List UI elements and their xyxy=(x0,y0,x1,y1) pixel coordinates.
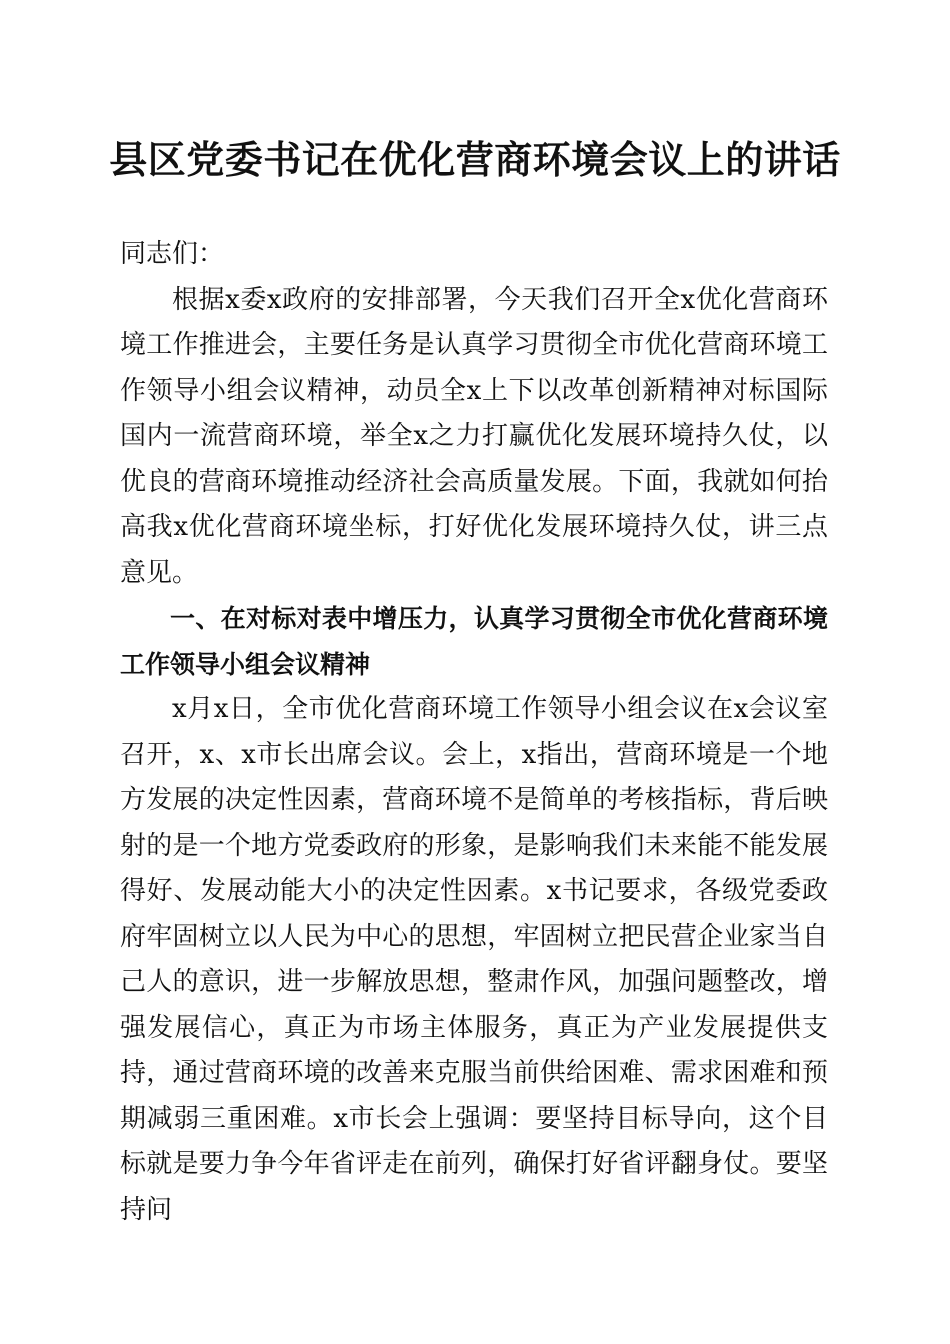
document-title: 县区党委书记在优化营商环境会议上的讲话 xyxy=(109,137,841,182)
document-body xyxy=(120,232,828,1233)
salutation: 同志们： xyxy=(120,239,225,269)
paragraph-section-1: x月x日，全市优化营商环境工作领导小组会议在x会议室召开，x、x市长出席会议。会上，x指出，营商环境是一个地方发展的决定性因素，营商环境不是简单的考核指标，背后映射的是一个地方党委政府的形象，是影响我们未来能不能发展得好、发展动能大小的决定性因素。x书记要求，各级党委政府牢固树立以人民为中心的思想，牢固树立把民营企业家当自己人的意识，进一步解放思想，整肃作风，加强问题整改，增强发展信心，真正为市场主体服务，真正为产业发展提供支持，通过营商环境的改善来克服当前供给困难、需求困难和预期减弱三重困难。x市长会上强调：要坚持目标导向，这个目标就是要力争今年省评走在前列，确保打好省评翻身仗。要坚持问 xyxy=(120,694,828,1225)
paragraph-intro: 根据x委x政府的安排部署，今天我们召开全x优化营商环境工作推进会，主要任务是认真学习贯彻全市优化营商环境工作领导小组会议精神，动员全x上下以改革创新精神对标国际国内一流营商环境，举全x之力打赢优化发展环境持久仗，以优良的营商环境推动经济社会高质量发展。下面，我就如何抬高我x优化营商环境坐标，打好优化发展环境持久仗，讲三点意见。 xyxy=(120,284,828,588)
section-heading-1: 一、在对标对表中增压力，认真学习贯彻全市优化营商环境工作领导小组会议精神 xyxy=(120,604,828,679)
